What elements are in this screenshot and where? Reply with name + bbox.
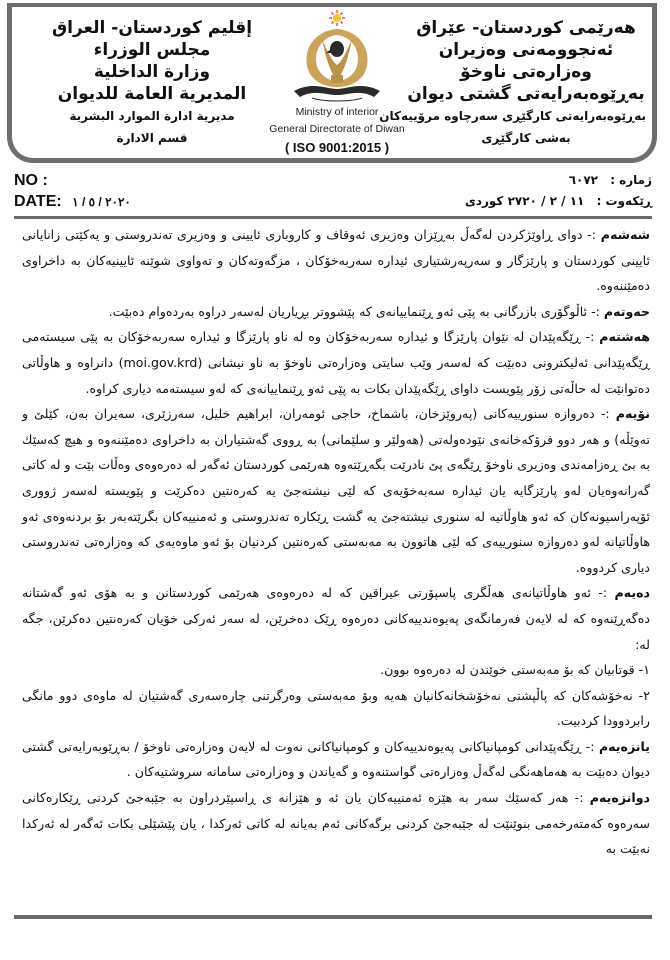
arabic-directorate-line: المديرية العامة للديوان — [57, 84, 247, 104]
clause-keyword: شەشەم — [600, 227, 650, 242]
arabic-section-line: قسم الادارة — [116, 131, 188, 145]
clause-keyword: یانزەیەم — [598, 738, 650, 754]
kurdish-date-label: ڕێکەوت : — [596, 194, 652, 208]
footer-divider — [14, 915, 652, 919]
directorate-english-line: General Directorate of Diwan — [269, 123, 405, 135]
arabic-ministry-line: وزارة الداخلية — [93, 62, 211, 82]
kurdish-region-line: هەرێمی کوردستان- عێراق — [416, 18, 636, 38]
clause-text: :- هەر کەسێك سەر بە هێزە ئەمنییەکان یان ئە و هێزانە ی ڕاسپێردراون بە جێبەجێ کردنی ڕێکارەکانی سەرەوە کەمتەرخەمی بنوێنێت لە جێبەجێ کردنی برگەکانی ئەم بەیانە لە کاتی ئەرکدا ، یان پێشێلی بکات ئەگەر لە ئەرکدا نەبێت بە — [22, 790, 650, 857]
no-label: NO : — [14, 172, 48, 189]
sun-icon — [329, 10, 345, 26]
header-divider — [14, 216, 652, 219]
kurdish-number-value: ٦٠٧٢ — [568, 173, 598, 187]
kurdish-date-row — [465, 191, 652, 212]
arabic-region-line: إقليم كوردستان- العراق — [51, 18, 253, 38]
date-value: ٢٠٢٠ / ٥ / ١ — [72, 195, 131, 209]
arabic-council-line: مجلس الوزراء — [93, 40, 211, 60]
kurdish-number-row — [465, 170, 652, 191]
letterhead — [7, 3, 657, 163]
kurdish-number-label: ژمارە : — [610, 173, 652, 187]
clause-text: ٢- نەخۆشەکان کە پاڵپشتی نەخۆشخانەکانیان هەیە وبۆ مەبەستی وەرگرتنی چارەسەری گەشتیان لە ماوەی دوو مانگی رابردوودا کردبیت. — [22, 687, 650, 729]
clause-keyword: دوانزەیەم — [589, 790, 650, 806]
meta-kurdish — [465, 170, 652, 212]
kurdish-section-line: بەشی کارگێڕی — [481, 131, 571, 145]
kurdish-hr-line: بەڕێوەبەرایەتی کارگێڕی سەرچاوە مرۆییەکان — [379, 109, 646, 123]
paragraph-eleventh — [22, 734, 650, 785]
kurdish-ministry-line: وەزارەتی ناوخۆ — [460, 62, 592, 82]
document-body — [22, 222, 650, 862]
paragraph-tenth — [22, 580, 650, 657]
kurdish-directorate-line: بەڕێوەبەرایەتی گشتی دیوان — [407, 84, 645, 104]
reference-number-row — [14, 170, 131, 191]
clause-text: :- ڕێگەپێدان لە نێوان پارێزگا و ئیدارە سەربەخۆکان وە لە ناو پارێزگا و ئیدارە سەربەخۆکان بە پێی سیستەمی ڕێگەپێدانی ئەلیکترونی دەبێت کە لەسەر وێب سایتی وەزارەتی ناوخۆ بە ناو نیشانی (moi.gov.krd) دانراوە و هاوڵاتی دەتوانێت لە حاڵەتی زۆر پێویست داوای ڕێگەپێدان بکات بە پێی ئەو ڕێنماییانەی کە لەو سیستەمە دیاری کراوە. — [22, 329, 650, 396]
exception-item-2 — [22, 683, 650, 734]
letterhead-arabic — [42, 17, 262, 149]
clause-text: :- ئاڵوگۆری بازرگانی بە پێی ئەو ڕێنماییانەی کە پێشووتر بڕیاریان لەسەر دراوە بەردەوام دەبێت. — [108, 303, 604, 319]
paragraph-eighth — [22, 324, 650, 401]
paragraph-sixth — [22, 222, 650, 299]
clause-keyword: دەیەم — [614, 585, 650, 601]
clause-text: :- ئەو هاوڵاتیانەی هەڵگری پاسپۆرتی عیراقین کە لە دەرەوەی هەرێمی کوردستانن و بە هۆی ئەو گەشتانە دەگەڕێنەوە کە لە لایەن فەرمانگەی پەیوەندییەکانی دەرەوە ڕێک دەخرێن، لە سەر ئەرکی خۆیان کەرەنتین دەکرێن، جگە لە: — [22, 585, 650, 652]
document-meta — [14, 170, 652, 212]
clause-keyword: نۆیەم — [615, 406, 650, 422]
clause-text: :- دەروازە سنورییەکانی (پەروێزخان، باشماخ، حاجی ئومەران، ابراهیم خلیل، سەرزێری، سەیران بەن، کێلێ و تەوێڵە) و هەر دوو فرۆکەخانەی نێودەولەتی (هەولێر و سلێمانی) بە ڕووی گەشتیاران بە داخراوی دەمێننەوە و هیچ کەسێك بە بێ ڕەزامەندی وەزیری ناوخۆ ڕێگەی پێ نادرێت بگەڕێتەوە هەرێمی کوردستان ئەگەر لە دەرەوەی وەڵات بێت و لە کاتی گەرانەوەیان لەو پارێزگایە یان ئیدارە سەبەخۆیەی کە لێی نیشتەجێ یە کەرەنتین دەکرێت و پێویستە لەسەر ژووری ئۆپەراسیونەکان کە ئەو هاوڵاتیە لە سنوری نیشتەجێ یە گشت ڕێکارە تەندروستی و ئەمنییەکان بگرێتەبەر بۆ بردنەوەی ئەو هاوڵاتیانە لەو دەروازە سنورییەی کە لێی هاتوون بە مەبەستی کەرەنتین کردنیان بۆ ئەو ماوەیەی کە وەزارەتی تەندروستی دیاری کردووە. — [22, 406, 650, 575]
clause-keyword: حەوتەم — [603, 303, 650, 319]
arabic-hr-line: مديرية ادارة الموارد البشرية — [69, 109, 235, 123]
exception-item-1 — [22, 657, 650, 683]
meta-english — [14, 170, 131, 212]
kurdish-council-line: ئەنجوومەنی وەزیران — [438, 40, 614, 60]
clause-text: :- ڕێگەپێدانی کومپانیاکانی پەیوەندییەکان و کومپانیاکانی نەوت لە لایەن وەزارەتی ناوخۆ / بەڕێوبەرایەتی گشتی دیوان دەبێت بە هەماهەنگی لەگەڵ وەزارەتی گواستنەوە و گەیاندن و وەزارەتی سامانە سروشتیەکان . — [22, 738, 650, 780]
clause-text: ١- قوتابیان کە بۆ مەبەستی خوێندن لە دەرەوە بوون. — [380, 662, 650, 678]
paragraph-seventh — [22, 299, 650, 325]
clause-keyword: هەشتەم — [599, 329, 650, 345]
letterhead-center — [262, 9, 412, 155]
date-row — [14, 191, 131, 212]
paragraph-twelfth — [22, 785, 650, 862]
kurdistan-eagle-emblem-icon — [282, 9, 392, 104]
kurdish-date-value: ١١ / ٢ / ٢٧٢٠ کوردی — [464, 194, 585, 208]
date-label: DATE: — [14, 193, 62, 210]
paragraph-ninth — [22, 401, 650, 580]
letterhead-kurdish — [379, 17, 646, 149]
clause-text: :- دوای ڕاوێژکردن لەگەڵ بەڕێزان وەزیری ئەوقاف و کاروباری ئایینی و وەزیری تەندروستی و یەکێتی زانایانی ئایینی کوردستان و پارێزگار و سەرپەرشتیاری ئیدارە سەربەخۆکان ، مزگەوتەکان و تەواوی شوێنە ئایینیەکان بە داخراوی دەمێننەوە. — [22, 227, 650, 294]
iso-certification: ( ISO 9001:2015 ) — [284, 140, 390, 155]
ministry-english-line: Ministry of interior — [295, 106, 379, 118]
